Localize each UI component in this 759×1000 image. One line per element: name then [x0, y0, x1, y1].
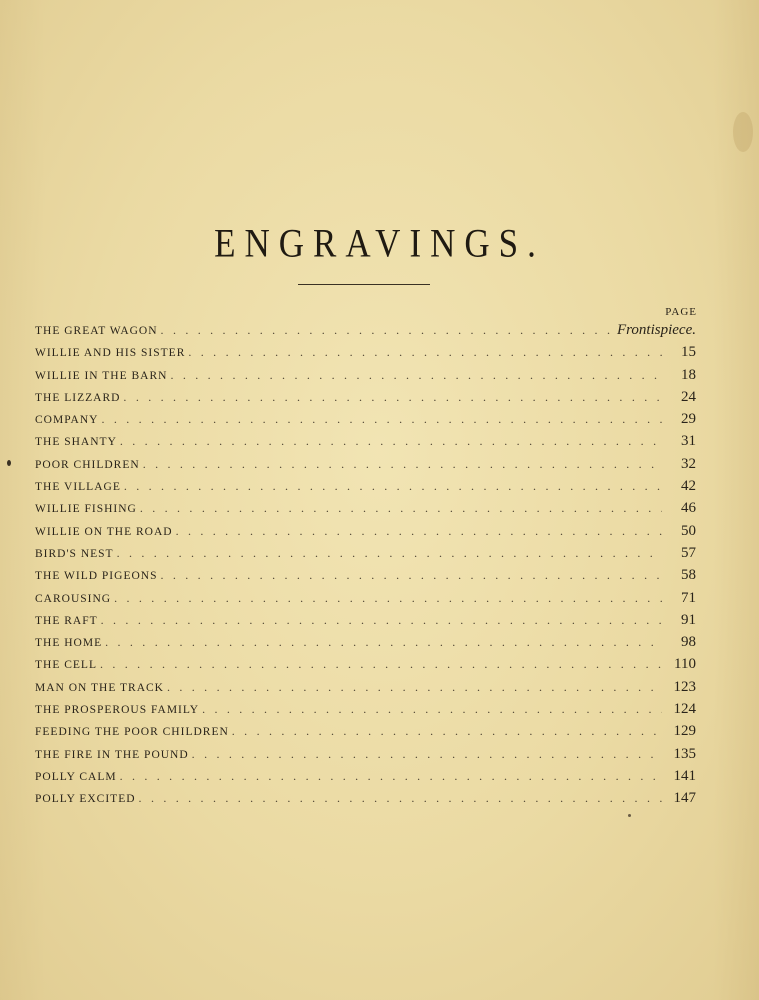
- dot-leader: [192, 743, 662, 765]
- engraving-entry: [35, 787, 696, 809]
- dot-leader: [117, 542, 662, 564]
- engraving-page-number: 129: [673, 723, 696, 740]
- engravings-list: [35, 319, 696, 810]
- dot-leader: [140, 497, 662, 519]
- engraving-title: BIRD'S NEST: [35, 547, 114, 560]
- engraving-page-number: 42: [681, 478, 696, 495]
- engraving-title: CAROUSING: [35, 592, 112, 605]
- margin-mark: [7, 460, 11, 466]
- dot-leader: [123, 386, 662, 408]
- dot-leader: [124, 475, 662, 497]
- engraving-title: MAN ON THE TRACK: [35, 681, 164, 694]
- engraving-page-number: 91: [681, 611, 696, 628]
- engraving-title: POOR CHILDREN: [35, 458, 140, 471]
- engraving-page-number: 135: [673, 745, 696, 762]
- engraving-entry: [35, 609, 696, 631]
- engraving-entry: [35, 631, 696, 653]
- paper-stain: [733, 112, 753, 152]
- engraving-page-number: 147: [673, 790, 696, 807]
- engraving-entry: [35, 720, 696, 742]
- engraving-page-number: 46: [681, 500, 696, 517]
- engraving-title: THE FIRE IN THE POUND: [35, 748, 189, 761]
- dot-leader: [101, 609, 662, 631]
- dot-leader: [232, 720, 662, 742]
- engraving-entry: [35, 430, 696, 452]
- engraving-entry: [35, 676, 696, 698]
- engraving-page-number: 98: [681, 634, 696, 651]
- dot-leader: [114, 587, 662, 609]
- engraving-page-number: 18: [681, 366, 696, 383]
- engraving-title: THE WILD PIGEONS: [35, 570, 158, 583]
- engraving-page-number: 141: [673, 767, 696, 784]
- engraving-title: WILLIE IN THE BARN: [35, 369, 168, 382]
- engraving-title: THE HOME: [35, 637, 103, 650]
- engraving-page-number: 57: [681, 544, 696, 561]
- engraving-entry: [35, 408, 696, 430]
- engraving-page-number: 110: [674, 656, 696, 673]
- dot-leader: [143, 453, 662, 475]
- engraving-entry: [35, 475, 696, 497]
- engraving-entry: [35, 341, 696, 363]
- engraving-page-number: 29: [681, 411, 696, 428]
- ink-speck: [628, 814, 631, 817]
- engraving-page-number: 50: [681, 522, 696, 539]
- engraving-entry: [35, 653, 696, 675]
- engraving-title: POLLY CALM: [35, 770, 117, 783]
- dot-leader: [120, 430, 662, 452]
- dot-leader: [161, 319, 613, 341]
- engraving-page-number: 24: [681, 388, 696, 405]
- dot-leader: [202, 698, 662, 720]
- dot-leader: [105, 631, 662, 653]
- engraving-page-number: 32: [681, 455, 696, 472]
- dot-leader: [167, 676, 662, 698]
- engraving-entry: [35, 364, 696, 386]
- engraving-title: WILLIE FISHING: [35, 503, 137, 516]
- engraving-entry: [35, 542, 696, 564]
- engraving-title: THE RAFT: [35, 614, 98, 627]
- engraving-page-number: 123: [673, 678, 696, 695]
- engraving-entry: [35, 698, 696, 720]
- engraving-entry: [35, 319, 696, 341]
- engraving-title: THE GREAT WAGON: [35, 325, 158, 337]
- engraving-page-number: 58: [681, 567, 696, 584]
- engraving-title: WILLIE AND HIS SISTER: [35, 347, 186, 360]
- dot-leader: [120, 765, 662, 787]
- page-title: ENGRAVINGS.: [214, 221, 545, 266]
- engraving-title: THE VILLAGE: [35, 481, 121, 494]
- dot-leader: [160, 564, 662, 586]
- engraving-title: COMPANY: [35, 414, 99, 427]
- engraving-entry: [35, 765, 696, 787]
- dot-leader: [188, 341, 662, 363]
- page-column-label: PAGE: [665, 306, 697, 318]
- engraving-title: THE CELL: [35, 659, 97, 672]
- dot-leader: [170, 364, 662, 386]
- dot-leader: [176, 520, 662, 542]
- engraving-entry: [35, 497, 696, 519]
- engraving-title: POLLY EXCITED: [35, 793, 136, 806]
- engraving-title: WILLIE ON THE ROAD: [35, 525, 173, 538]
- engraving-entry: [35, 520, 696, 542]
- engraving-title: THE LIZZARD: [35, 391, 121, 404]
- title-rule: [298, 284, 430, 285]
- engraving-page-number: 71: [681, 589, 696, 606]
- engraving-page-number: 15: [681, 344, 696, 361]
- engraving-title: FEEDING THE POOR CHILDREN: [35, 726, 229, 739]
- engraving-title: THE PROSPEROUS FAMILY: [35, 704, 200, 717]
- engraving-entry: [35, 743, 696, 765]
- engraving-page-number: 31: [681, 433, 696, 450]
- dot-leader: [139, 787, 662, 809]
- engraving-title: THE SHANTY: [35, 436, 117, 449]
- dot-leader: [100, 653, 662, 675]
- engraving-entry: [35, 453, 696, 475]
- engraving-entry: [35, 386, 696, 408]
- engraving-page-number: 124: [673, 701, 696, 718]
- engraving-entry: [35, 564, 696, 586]
- engraving-page-number: Frontispiece.: [616, 322, 696, 338]
- dot-leader: [101, 408, 662, 430]
- engraving-entry: [35, 587, 696, 609]
